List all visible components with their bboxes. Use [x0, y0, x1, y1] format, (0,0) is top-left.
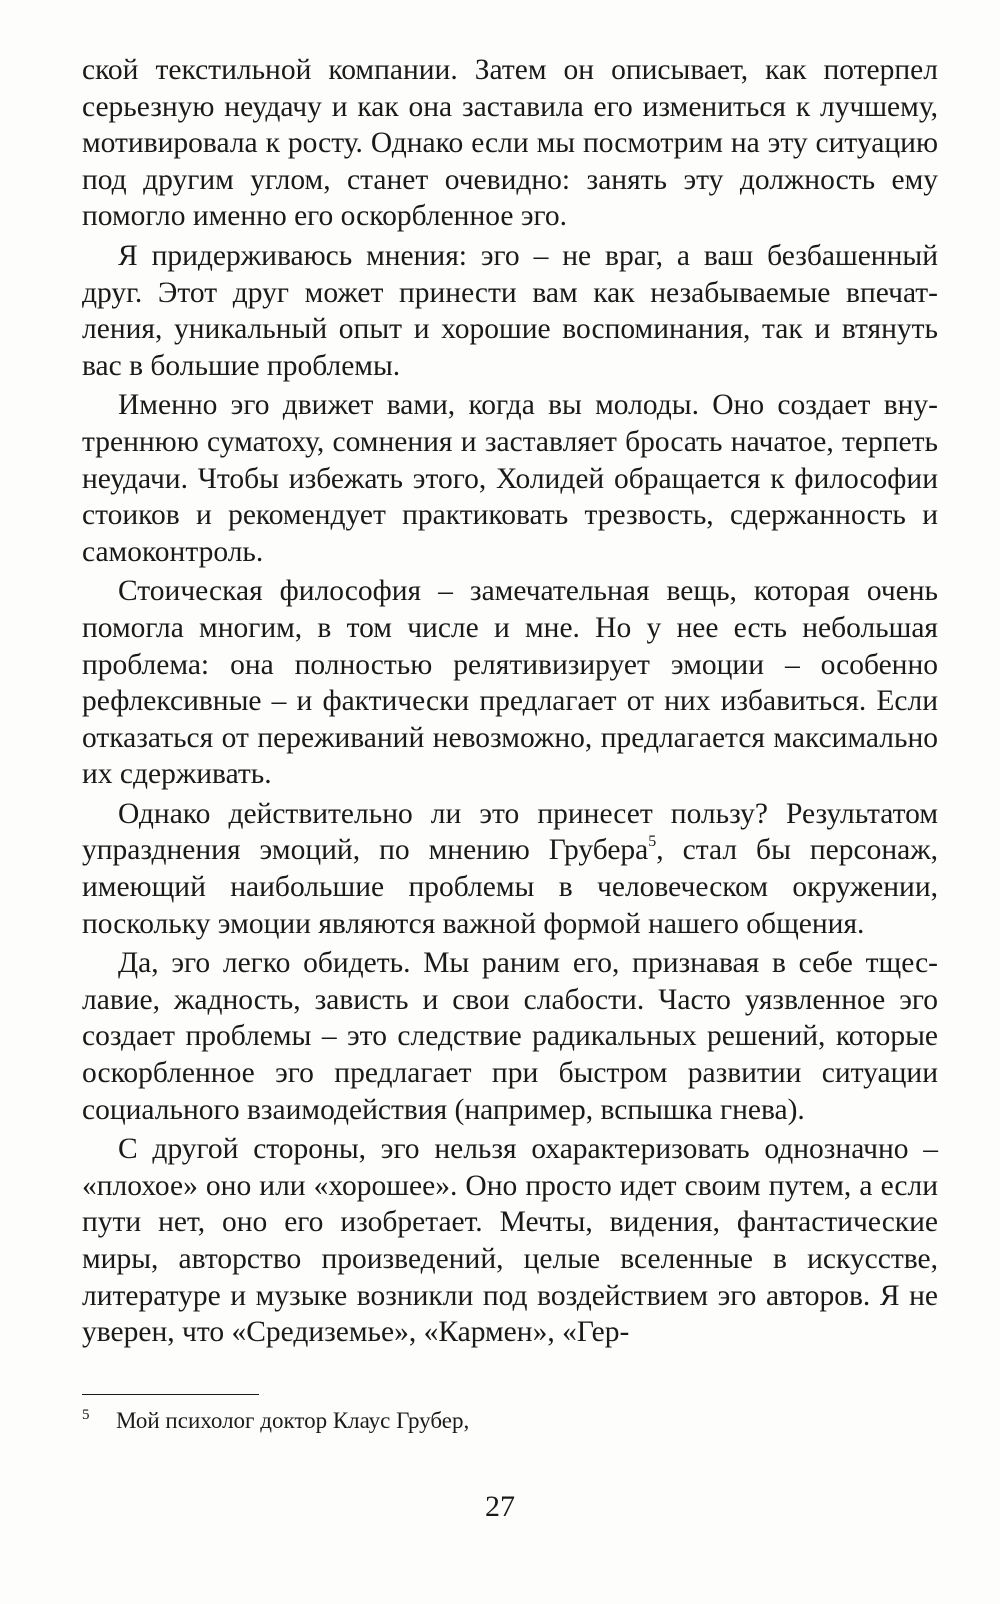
body-text: [82, 52, 938, 1354]
page-number: 27: [485, 1490, 515, 1523]
paragraph-4: Стоическая философия – замечательная вещь, которая очень помогла многим, в том числе и мне. Но у нее есть небольшая проблема: она полностью релятивизирует эмоции – особенно рефлексивные – и фактически предлагает от них избавиться. Если отказаться от переживаний невозможно, предлагается максимально их сдерживать.: [82, 575, 938, 791]
paragraph-1: ской текстильной компании. Затем он описывает, как потерпел серьезную неудачу и как она заставила его измениться к лучшему, мотивировала к росту. Однако если мы посмотрим на эту ситуацию под другим углом, станет очевидно: занять эту должность ему помогло именно его оскорбленное эго.: [82, 54, 938, 233]
footnote-reference[interactable]: 5: [648, 833, 657, 851]
paragraph-3: Именно эго движет вами, когда вы молоды. Оно создает внутреннюю суматоху, сомнения и заставляет бросать начатое, терпеть неудачи. Чтобы избежать этого, Холидей обращается к философии стоиков и рекомендует практиковать трезвость, сдержанность и самоконтроль.: [82, 389, 938, 568]
paragraph-7: С другой стороны, эго нельзя охарактеризовать однозначно – «плохое» оно или «хорошее». Оно просто идет своим путем, а если пути нет, оно его изобретает. Мечты, видения, фантастические миры, авторство произведений, целые вселенные в искусстве, литературе и музыке возникли под воздействием эго авторов. Я не уверен, что «Средиземье», «Кармен», «Гер-: [82, 1133, 938, 1349]
footnote-divider: [82, 1394, 259, 1395]
paragraph-5-before-ref: Однако действительно ли это принесет пользу? Результатом упразднения эмоций, по мнению Грубера: [82, 797, 938, 867]
footnote: 5 Мой психолог доктор Клаус Грубер,: [82, 1407, 470, 1433]
paragraph-6: Да, эго легко обидеть. Мы раним его, признавая в себе тщеславие, жадность, зависть и свои слабости. Часто уязвленное эго создает проблемы – это следствие радикальных решений, которые оскорбленное эго предлагает при быстром развитии ситуации социального взаимодействия (например, вспышка гнева).: [82, 947, 938, 1126]
paragraph-2: Я придерживаюсь мнения: эго – не враг, а ваш безбашенный друг. Этот друг может принести вам как незабываемые впечатления, уникальный опыт и хорошие воспоминания, так и втянуть вас в большие проблемы.: [82, 239, 938, 382]
paragraph-5: [82, 796, 938, 942]
footnote-text: Мой психолог доктор Клаус Грубер,: [116, 1408, 470, 1433]
paragraph-5-after-ref: , стал бы персонаж, имеющий наибольшие проблемы в человеческом окружении, поскольку эмоции являются важной формой нашего общения.: [82, 834, 938, 940]
